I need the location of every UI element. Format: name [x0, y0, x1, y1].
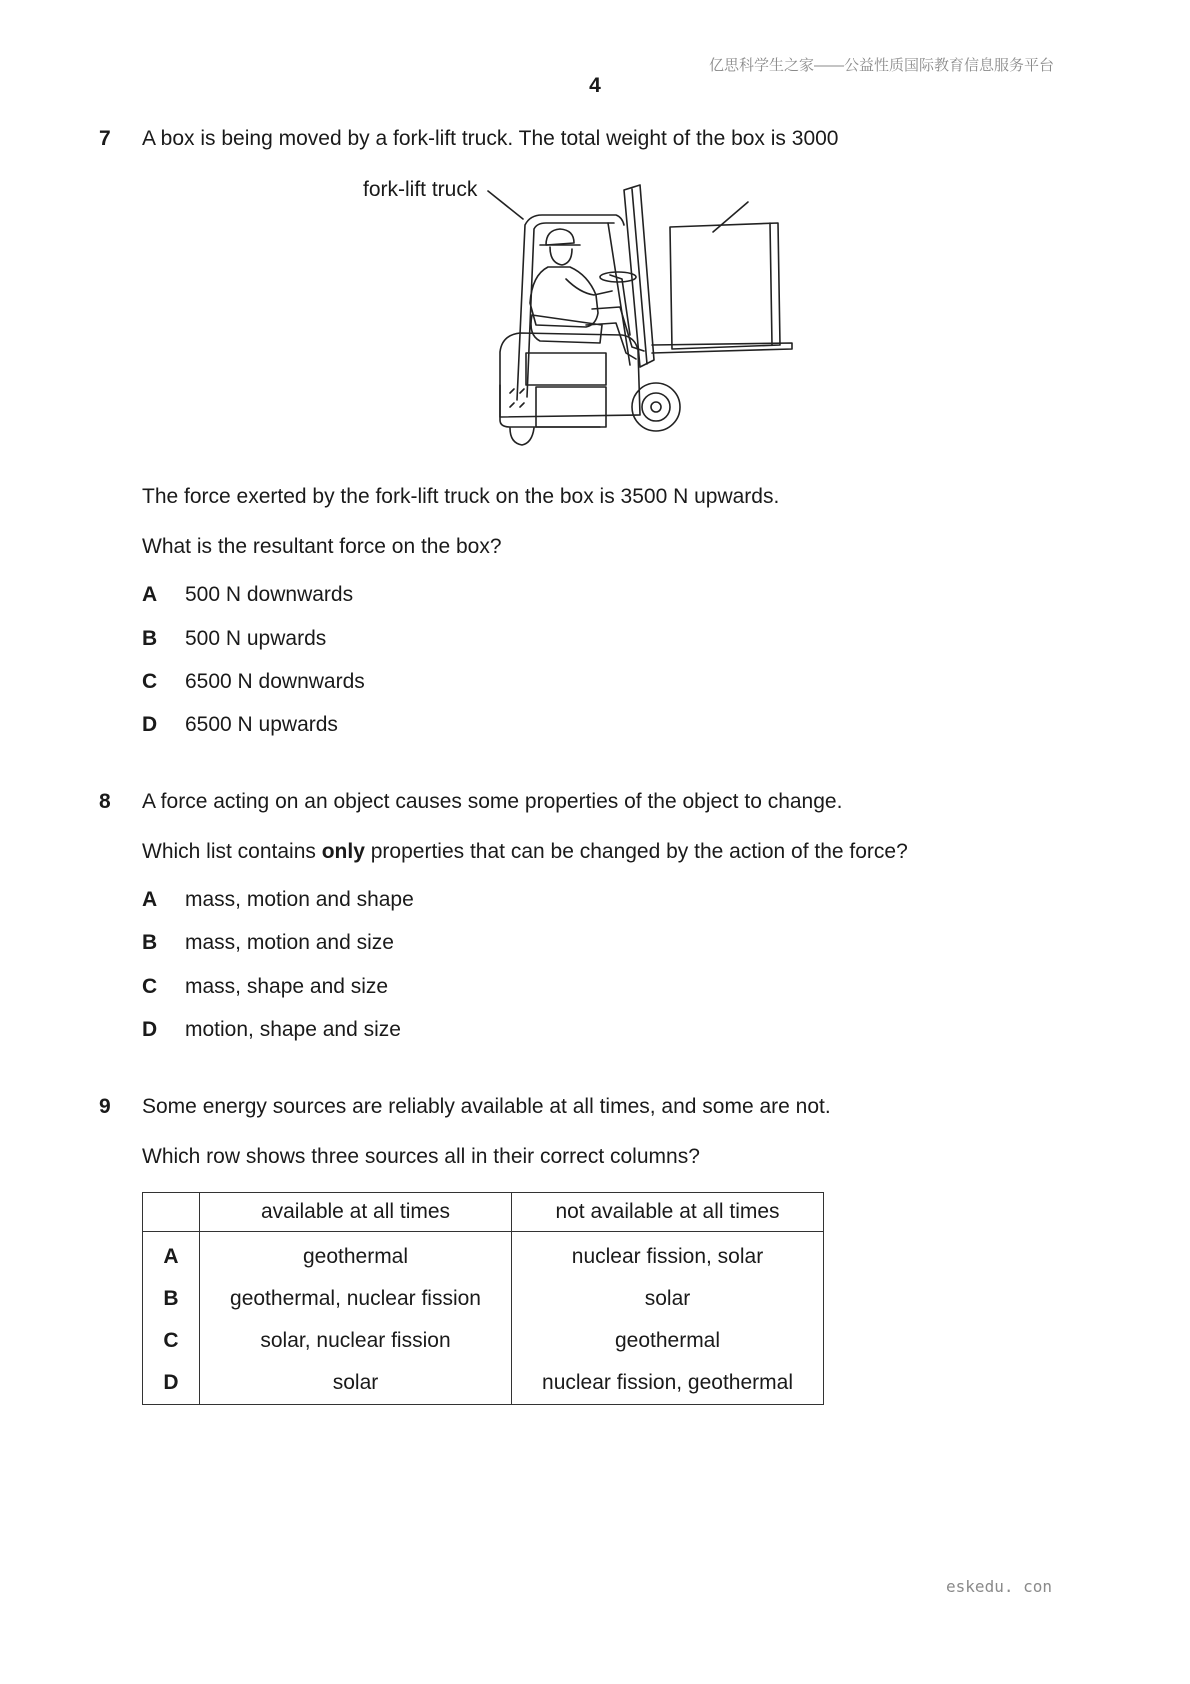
- row-letter: D: [143, 1362, 200, 1405]
- q7-option-a-letter: A: [142, 583, 158, 606]
- question-8-number: 8: [99, 790, 111, 813]
- q7-option-b-letter: B: [142, 627, 158, 650]
- footer-watermark: eskedu. con: [946, 1577, 1052, 1596]
- question-7-follow-up: The force exerted by the fork-lift truck on the box is 3500 N upwards.: [142, 485, 780, 508]
- table-row: [143, 1278, 824, 1320]
- q8-option-b-text: mass, motion and size: [185, 931, 394, 954]
- row-available: solar, nuclear fission: [200, 1320, 512, 1362]
- question-8-stem: A force acting on an object causes some properties of the object to change.: [142, 790, 843, 813]
- table-row: [143, 1362, 824, 1405]
- q8-option-c-letter: C: [142, 975, 158, 998]
- page-number: 4: [589, 74, 601, 97]
- q8-option-d-text: motion, shape and size: [185, 1018, 401, 1041]
- row-available: geothermal, nuclear fission: [200, 1278, 512, 1320]
- q7-option-d-letter: D: [142, 713, 158, 736]
- table-row: [143, 1320, 824, 1362]
- header-watermark: 亿思科学生之家——公益性质国际教育信息服务平台: [708, 57, 1054, 74]
- q8-option-b-letter: B: [142, 931, 158, 954]
- row-letter: B: [143, 1278, 200, 1320]
- q8-option-c-text: mass, shape and size: [185, 975, 389, 998]
- question-9-prompt: Which row shows three sources all in their correct columns?: [142, 1145, 700, 1168]
- row-not-available: nuclear fission, solar: [571, 1245, 764, 1268]
- question-7-stem: A box is being moved by a fork-lift truck. The total weight of the box is 3000: [142, 127, 839, 150]
- table-header-not-available: not available at all times: [512, 1193, 824, 1232]
- question-9-stem: Some energy sources are reliably available at all times, and some are not.: [142, 1095, 831, 1118]
- table-header-blank: [143, 1193, 200, 1232]
- forklift-illustration: [360, 175, 800, 455]
- table-header-available: available at all times: [200, 1193, 512, 1232]
- table-row: [143, 1232, 824, 1279]
- table-header-row: [143, 1193, 824, 1232]
- question-9-number: 9: [99, 1095, 111, 1118]
- row-not-available: solar: [644, 1287, 691, 1310]
- q7-option-c-letter: C: [142, 670, 158, 693]
- q8-option-a-letter: A: [142, 888, 158, 911]
- q7-option-a-text: 500 N downwards: [185, 583, 354, 606]
- q8-option-d-letter: D: [142, 1018, 158, 1041]
- row-not-available: nuclear fission, geothermal: [542, 1371, 793, 1394]
- energy-sources-table: [142, 1192, 824, 1405]
- question-7-prompt: What is the resultant force on the box?: [142, 535, 502, 558]
- q7-option-d-text: 6500 N upwards: [185, 713, 338, 736]
- figure-label-forklift: fork-lift truck: [363, 178, 478, 201]
- q8-prompt-before: Which list contains: [142, 840, 322, 863]
- row-available: geothermal: [200, 1232, 512, 1279]
- q8-option-a-text: mass, motion and shape: [185, 888, 414, 911]
- row-letter: C: [143, 1320, 200, 1362]
- row-letter: A: [143, 1232, 200, 1279]
- q7-option-b-text: 500 N upwards: [185, 627, 327, 650]
- question-7-number: 7: [99, 127, 111, 150]
- q7-option-c-text: 6500 N downwards: [185, 670, 365, 693]
- row-not-available: geothermal: [614, 1329, 721, 1352]
- q8-prompt-bold: only: [321, 840, 365, 863]
- row-available: solar: [200, 1362, 512, 1405]
- q8-prompt-after: properties that can be changed by the action of the force?: [364, 840, 908, 863]
- question-8-prompt: [142, 840, 908, 864]
